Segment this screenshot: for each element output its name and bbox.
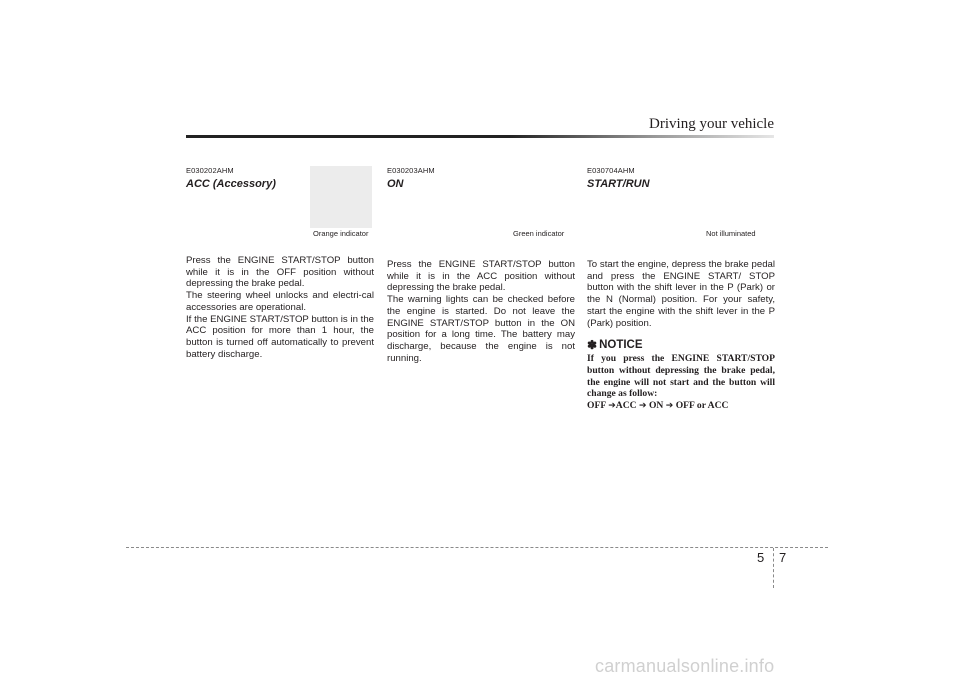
section-heading: ACC (Accessory)	[186, 178, 276, 190]
arrow-right-icon: ➔	[665, 401, 674, 412]
section-title: Driving your vehicle	[649, 116, 774, 132]
section-heading: START/RUN	[587, 178, 650, 190]
notice-heading	[587, 338, 775, 352]
sequence-step: ACC	[615, 400, 637, 412]
notice-text: If you press the ENGINE START/STOP button without depressing the brake pedal, the engine will not start and the button will change as follow:	[587, 353, 775, 400]
indicator-label-acc: Orange indicator	[313, 229, 369, 238]
column-on	[387, 166, 575, 364]
arrow-right-icon: ➔	[608, 401, 616, 412]
paragraph-line: Press the ENGINE START/STOP button while it is in the ACC position without depressing the brake pedal.	[387, 259, 575, 294]
notice-title: NOTICE	[599, 339, 643, 352]
body-paragraph: To start the engine, depress the brake pedal and press the ENGINE START/ STOP button with the shift lever in the P (Park) or the N (Normal) position. For your safety, start the engine with the shift lever in the P (Park) position.	[587, 259, 775, 329]
section-code: E030203AHM	[387, 166, 435, 175]
sequence-step: OFF	[587, 400, 606, 412]
section-code: E030704AHM	[587, 166, 635, 175]
paragraph-line: If the ENGINE START/STOP button is in the ACC position for more than 1 hour, the button is turned off automatically to prevent battery discharge.	[186, 313, 374, 360]
paragraph-line: The steering wheel unlocks and electri-cal accessories are operational.	[186, 290, 374, 313]
page-divider	[773, 548, 774, 588]
arrow-right-icon: ➔	[638, 401, 647, 412]
paragraph-line: Press the ENGINE START/STOP button while it is in the OFF position without depressing the brake pedal.	[186, 255, 374, 290]
paragraph-line: The warning lights can be checked before the engine is started. Do not leave the ENGINE START/STOP button in the ON position for a long time. The battery may discharge, because the engine is not running.	[387, 294, 575, 364]
footer-rule	[126, 547, 828, 548]
sequence-step: ON	[648, 400, 664, 412]
header-rule	[186, 135, 774, 138]
body-paragraph	[186, 255, 374, 360]
column-acc	[186, 166, 374, 360]
section-heading: ON	[387, 178, 404, 190]
chapter-number: 5	[757, 550, 765, 565]
sequence-step: OFF or ACC	[675, 400, 729, 412]
section-code: E030202AHM	[186, 166, 234, 175]
column-start-run	[587, 166, 775, 411]
notice-star-icon: ✽	[587, 338, 598, 353]
indicator-label-start: Not illuminated	[706, 229, 756, 238]
page-number: 7	[779, 550, 787, 565]
notice-sequence	[587, 400, 775, 411]
body-paragraph	[387, 259, 575, 364]
indicator-label-on: Green indicator	[513, 229, 565, 238]
watermark: carmanualsonline.info	[595, 656, 775, 676]
